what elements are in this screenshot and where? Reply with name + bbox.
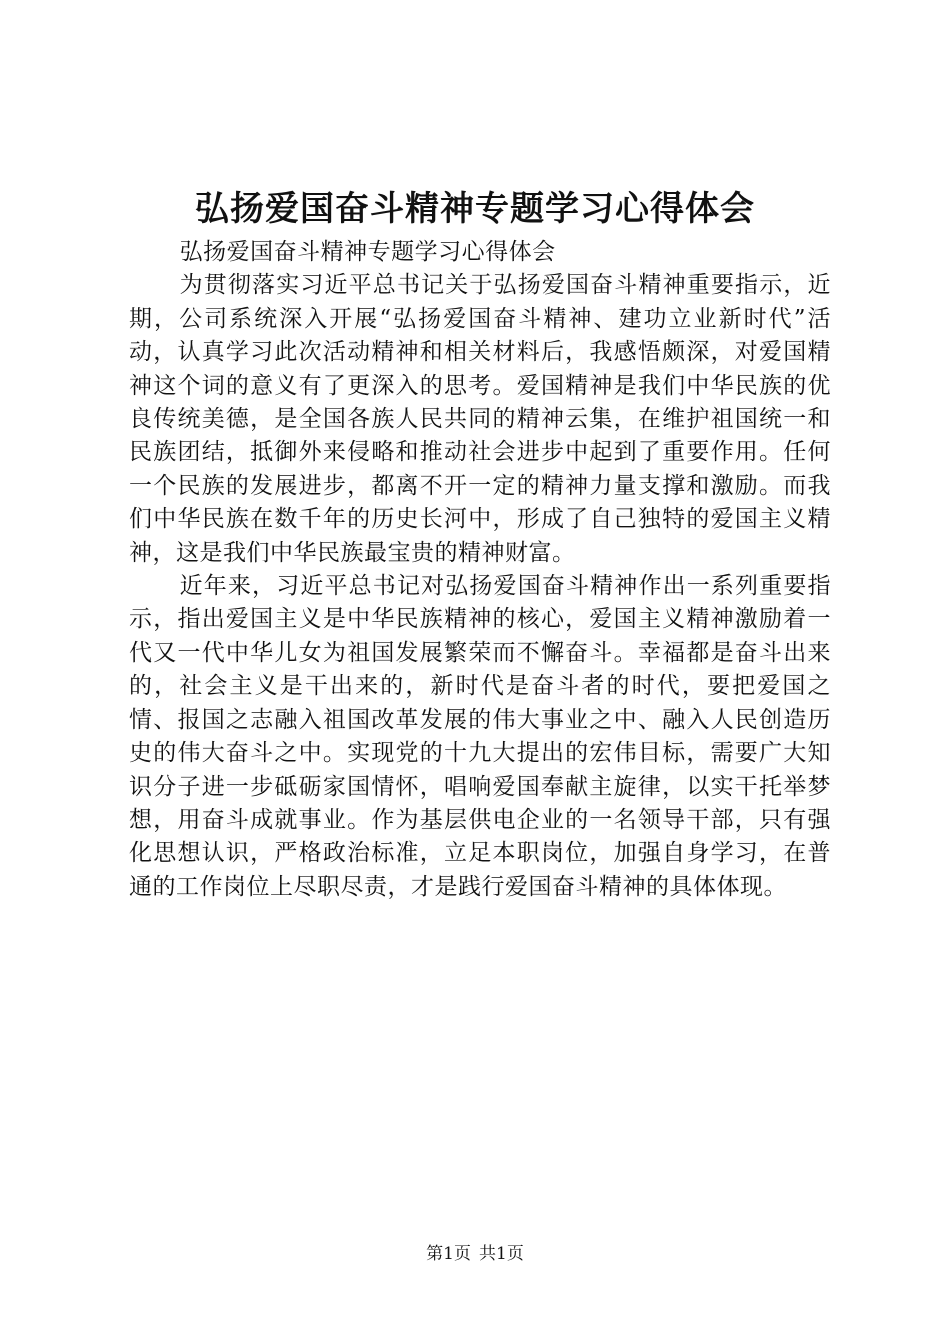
body-paragraph: 为贯彻落实习近平总书记关于弘扬爱国奋斗精神重要指示，近期，公司系统深入开展“弘扬爱国奋斗精神、建功立业新时代”活动，认真学习此次活动精神和相关材料后，我感悟颇深，对爱国精神这个词的意义有了更深入的思考。爱国精神是我们中华民族的优良传统美德，是全国各族人民共同的精神云集，在维护祖国统一和民族团结，抵御外来侵略和推动社会进步中起到了重要作用。任何一个民族的发展进步，都离不开一定的精神力量支撑和激励。而我们中华民族在数千年的历史长河中，形成了自己独特的爱国主义精神，这是我们中华民族最宝贵的精神财富。 [129, 272, 831, 566]
body-paragraph: 近年来，习近平总书记对弘扬爱国奋斗精神作出一系列重要指示，指出爱国主义是中华民族精神的核心，爱国主义精神激励着一代又一代中华儿女为祖国发展繁荣而不懈奋斗。幸福都是奋斗出来的，社会主义是干出来的，新时代是奋斗者的时代，要把爱国之情、报国之志融入祖国改革发展的伟大事业之中、融入人民创造历史的伟大奋斗之中。实现党的十九大提出的宏伟目标，需要广大知识分子进一步砥砺家国情怀，唱响爱国奉献主旋律，以实干托举梦想，用奋斗成就事业。作为基层供电企业的一名领导干部，只有强化思想认识，严格政治标准，立足本职岗位，加强自身学习，在普通的工作岗位上尽职尽责，才是践行爱国奋斗精神的具体体现。 [129, 573, 831, 900]
subtitle-paragraph: 弘扬爱国奋斗精神专题学习心得体会 [179, 239, 556, 265]
document-title: 弘扬爱国奋斗精神专题学习心得体会 [195, 189, 755, 229]
document-body [129, 236, 831, 904]
page-number: 第1页 [426, 1244, 471, 1264]
page-footer [0, 1242, 950, 1266]
page-total: 共1页 [479, 1244, 524, 1264]
